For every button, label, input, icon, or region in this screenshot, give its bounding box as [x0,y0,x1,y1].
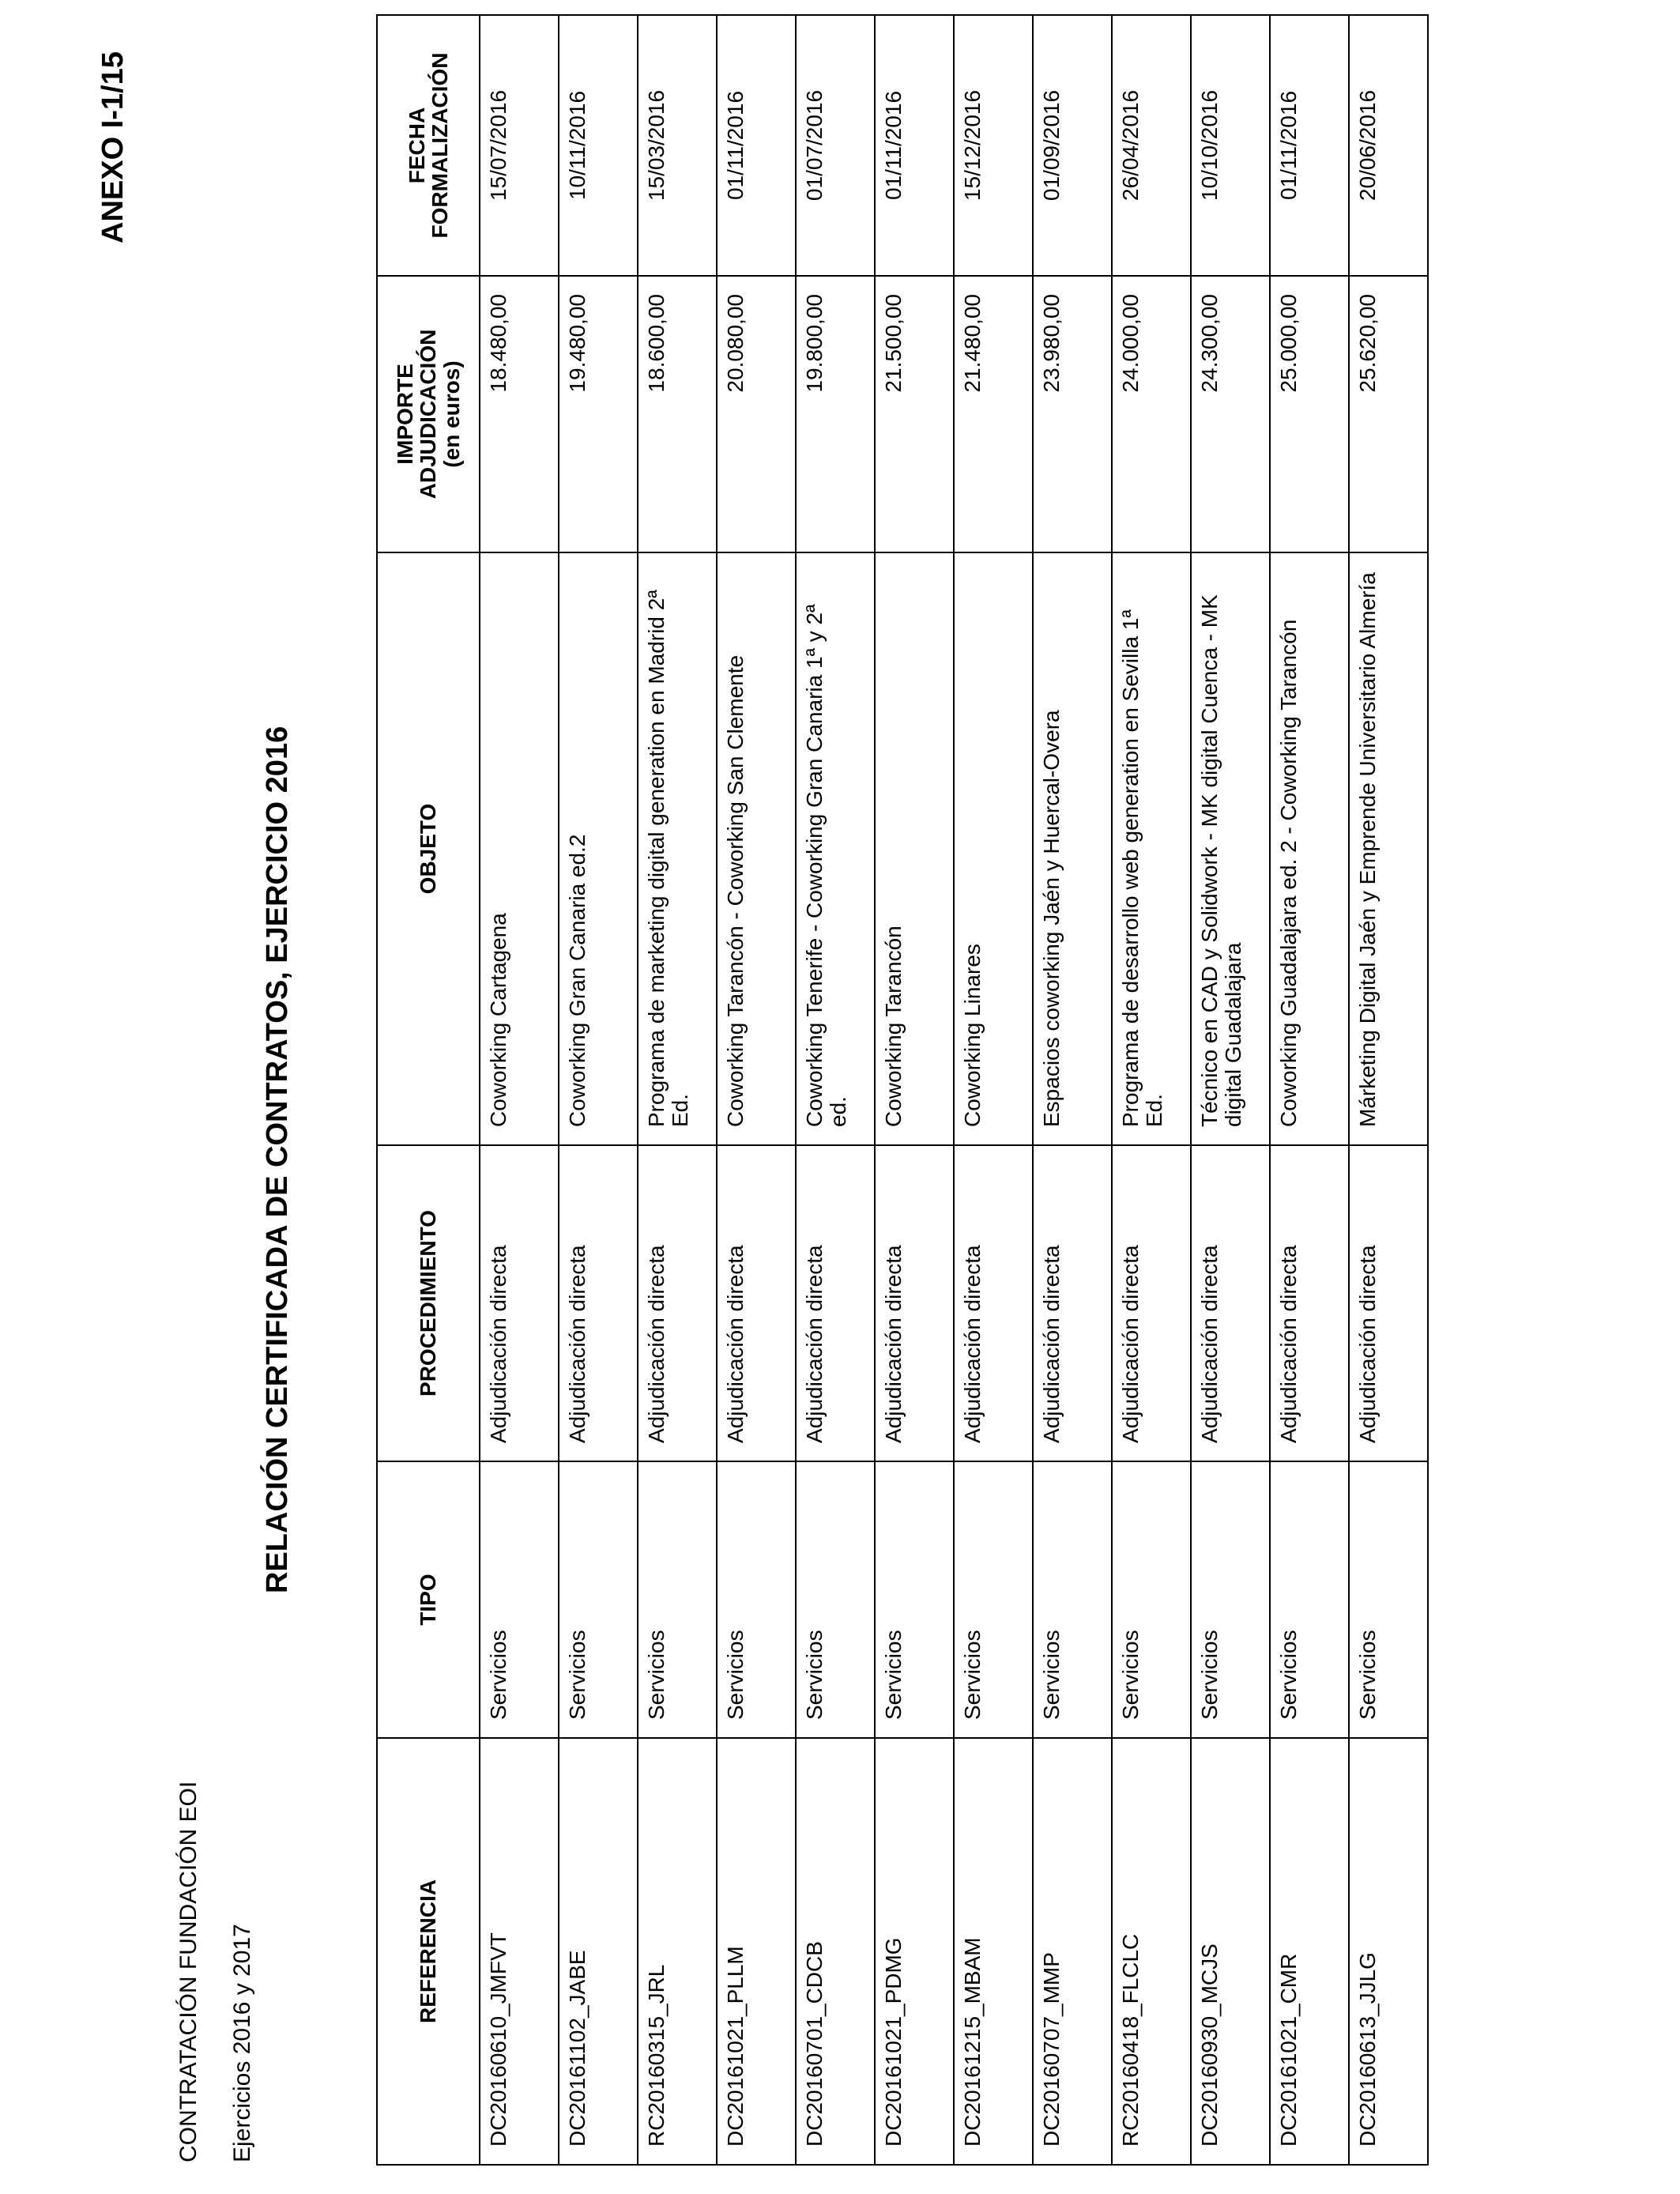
cell-fecha: 10/10/2016 [1191,15,1270,276]
organization-name: CONTRATACIÓN FUNDACIÓN EOI [175,1781,202,2162]
cell-tipo: Servicios [875,1461,954,1738]
cell-objeto: Coworking Tarancón [875,552,954,1145]
cell-procedimiento: Adjudicación directa [1112,1145,1191,1461]
table-body [480,15,1428,2165]
cell-tipo: Servicios [1112,1461,1191,1738]
cell-importe: 19.800,00 [796,276,875,552]
cell-referencia: DC20160707_MMP [1033,1738,1112,2165]
cell-referencia: DC20161102_JABE [559,1738,638,2165]
cell-referencia: DC20160701_CDCB [796,1738,875,2165]
cell-fecha: 01/11/2016 [875,15,954,276]
col-tipo: TIPO [377,1461,480,1738]
col-fecha [377,15,480,276]
cell-objeto: Programa de marketing digital generation en Madrid 2ª Ed. [638,552,717,1145]
cell-fecha: 20/06/2016 [1349,15,1428,276]
cell-objeto: Coworking Tenerife - Coworking Gran Canaria 1ª y 2ª ed. [796,552,875,1145]
cell-fecha: 15/12/2016 [954,15,1033,276]
cell-referencia: DC20160610_JMFVT [480,1738,559,2165]
cell-tipo: Servicios [796,1461,875,1738]
table-row [875,15,954,2165]
cell-objeto: Espacios coworking Jaén y Huercal-Overa [1033,552,1112,1145]
cell-procedimiento: Adjudicación directa [954,1145,1033,1461]
cell-referencia: DC20161021_PLLM [717,1738,796,2165]
cell-objeto: Coworking Gran Canaria ed.2 [559,552,638,1145]
col-importe [377,276,480,552]
contracts-table [376,14,1429,2166]
cell-tipo: Servicios [1033,1461,1112,1738]
cell-objeto: Coworking Cartagena [480,552,559,1145]
cell-objeto: Márketing Digital Jaén y Emprende Universitario Almería [1349,552,1428,1145]
cell-importe: 24.000,00 [1112,276,1191,552]
cell-importe: 25.000,00 [1270,276,1349,552]
col-procedimiento: PROCEDIMIENTO [377,1145,480,1461]
table-row [717,15,796,2165]
table-row [1112,15,1191,2165]
cell-tipo: Servicios [638,1461,717,1738]
col-importe-line1: IMPORTE [392,364,417,465]
col-fecha-line1: FECHA [404,107,429,184]
table-row [1349,15,1428,2165]
cell-objeto: Programa de desarrollo web generation en Sevilla 1ª Ed. [1112,552,1191,1145]
cell-importe: 25.620,00 [1349,276,1428,552]
cell-procedimiento: Adjudicación directa [796,1145,875,1461]
col-importe-line3: (en euros) [439,360,464,468]
cell-referencia: RC20160315_JRL [638,1738,717,2165]
cell-importe: 18.480,00 [480,276,559,552]
cell-tipo: Servicios [1349,1461,1428,1738]
cell-objeto: Coworking Linares [954,552,1033,1145]
fiscal-years: Ejercicios 2016 y 2017 [229,1924,255,2162]
col-objeto: OBJETO [377,552,480,1145]
cell-tipo: Servicios [954,1461,1033,1738]
cell-procedimiento: Adjudicación directa [1191,1145,1270,1461]
table-row [954,15,1033,2165]
cell-tipo: Servicios [480,1461,559,1738]
cell-objeto: Coworking Guadalajara ed. 2 - Coworking Tarancón [1270,552,1349,1145]
cell-procedimiento: Adjudicación directa [638,1145,717,1461]
cell-importe: 20.080,00 [717,276,796,552]
table-row [1033,15,1112,2165]
cell-importe: 24.300,00 [1191,276,1270,552]
cell-fecha: 01/11/2016 [1270,15,1349,276]
cell-fecha: 01/09/2016 [1033,15,1112,276]
cell-procedimiento: Adjudicación directa [1349,1145,1428,1461]
cell-referencia: DC20161021_CMR [1270,1738,1349,2165]
cell-importe: 21.500,00 [875,276,954,552]
cell-tipo: Servicios [1191,1461,1270,1738]
cell-procedimiento: Adjudicación directa [480,1145,559,1461]
cell-importe: 21.480,00 [954,276,1033,552]
cell-importe: 18.600,00 [638,276,717,552]
cell-referencia: DC20160613_JJLG [1349,1738,1428,2165]
cell-procedimiento: Adjudicación directa [1270,1145,1349,1461]
cell-tipo: Servicios [717,1461,796,1738]
cell-fecha: 26/04/2016 [1112,15,1191,276]
cell-importe: 23.980,00 [1033,276,1112,552]
cell-tipo: Servicios [1270,1461,1349,1738]
table-row [638,15,717,2165]
cell-fecha: 01/07/2016 [796,15,875,276]
table-header [377,15,480,2165]
cell-fecha: 01/11/2016 [717,15,796,276]
table-row [559,15,638,2165]
document-title: RELACIÓN CERTIFICADA DE CONTRATOS, EJERCICIO 2016 [261,726,294,1593]
cell-procedimiento: Adjudicación directa [1033,1145,1112,1461]
col-fecha-line2: FORMALIZACIÓN [428,52,452,239]
cell-procedimiento: Adjudicación directa [875,1145,954,1461]
cell-fecha: 15/07/2016 [480,15,559,276]
col-importe-line2: ADJUDICACIÓN [416,329,441,499]
table-row [796,15,875,2165]
table-row [1191,15,1270,2165]
table-row [1270,15,1349,2165]
cell-tipo: Servicios [559,1461,638,1738]
cell-objeto: Coworking Tarancón - Coworking San Clemente [717,552,796,1145]
cell-referencia: DC20161215_MBAM [954,1738,1033,2165]
cell-fecha: 10/11/2016 [559,15,638,276]
cell-procedimiento: Adjudicación directa [717,1145,796,1461]
table-row [480,15,559,2165]
col-referencia: REFERENCIA [377,1738,480,2165]
cell-referencia: DC20160930_MCJS [1191,1738,1270,2165]
cell-importe: 19.480,00 [559,276,638,552]
cell-referencia: DC20161021_PDMG [875,1738,954,2165]
cell-fecha: 15/03/2016 [638,15,717,276]
cell-referencia: RC20160418_FLCLC [1112,1738,1191,2165]
cell-objeto: Técnico en CAD y Solidwork - MK digital Cuenca - MK digital Guadalajara [1191,552,1270,1145]
cell-procedimiento: Adjudicación directa [559,1145,638,1461]
annex-label: ANEXO I-1/15 [96,51,130,243]
